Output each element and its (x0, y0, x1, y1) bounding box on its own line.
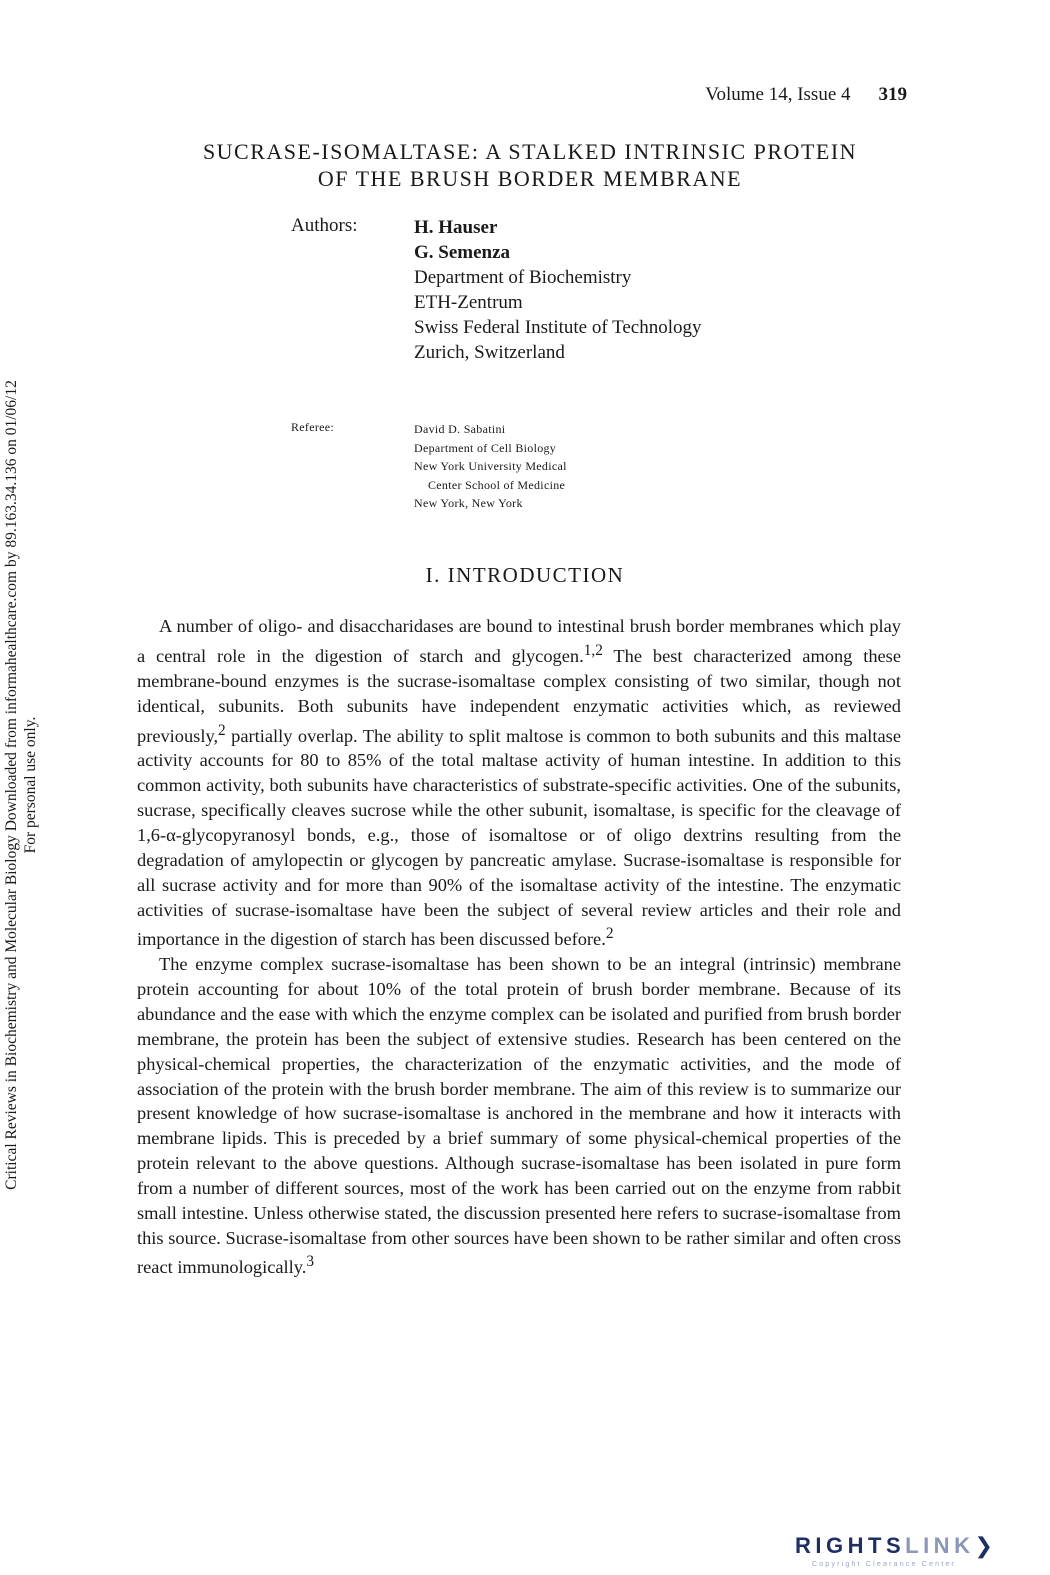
paragraph (137, 952, 901, 1280)
text-run: A number of oligo- and disaccharidases are bound to intestinal brush border membranes which play a central role in the digestion of starch and glycogen. (137, 616, 901, 666)
referee-affiliation-line: New York University Medical (414, 459, 567, 473)
citation-ref: 2 (605, 925, 614, 943)
referee-name: David D. Sabatini (414, 422, 506, 436)
title-line-1: SUCRASE-ISOMALTASE: A STALKED INTRINSIC PROTEIN (202, 139, 858, 164)
authors-block (414, 215, 702, 365)
paragraph (137, 614, 901, 952)
referee-affiliation-line: Department of Cell Biology (414, 440, 557, 455)
body-text (137, 614, 901, 1280)
rightslink-subtitle: Copyright Clearance Center (812, 1561, 956, 1568)
author-affiliation-line: Department of Biochemistry (414, 267, 632, 288)
journal-info: Volume 14, Issue 4 (705, 84, 851, 105)
text-run: partially overlap. The ability to split maltose is common to both subunits and this maltase activity accounts for 80 to 85% of the total maltase activity of human intestine. In addition to this common activity, both subunits have characteristics of substrate-specific activities. One of the subunits, sucrase, specifically cleaves sucrose while the other subunit, isomaltase, is specific for the cleavage of 1,6-α-glycopyranosyl bonds, e.g., those of isomaltose or of oligo dextrins resulting from the degradation of amylopectin or glycogen by pancreatic amylase. Sucrase-isomaltase is responsible for all sucrase activity and for more than 90% of the isomaltase activity of the intestine. The enzymatic activities of sucrase-isomaltase have been the subject of several review articles and their role and importance in the digestion of starch has been discussed before. (137, 725, 901, 950)
page-number: 319 (878, 84, 907, 105)
logo-text: LINK (905, 1533, 975, 1558)
author-affiliation-line: ETH-Zentrum (414, 292, 523, 313)
citation-ref: 3 (306, 1253, 315, 1271)
download-notice (2, 350, 48, 1220)
title-line-2: OF THE BRUSH BORDER MEMBRANE (317, 166, 743, 191)
author-affiliation-line: Swiss Federal Institute of Technology (414, 317, 702, 338)
referee-label: Referee: (291, 420, 335, 434)
referee-affiliation-line: Center School of Medicine (428, 477, 566, 492)
download-notice-line: Critical Reviews in Biochemistry and Molecular Biology Downloaded from informahealthcare.com by 89.163.34.136 on 01/06/12 (3, 380, 20, 1190)
text-run: The best characterized among these membrane-bound enzymes is the sucrase-isomaltase complex consisting of two similar, though not identical, subunits. Both subunits have independent enzymatic activities which, as reviewed previously, (137, 645, 901, 746)
author-name: H. Hauser (414, 217, 498, 238)
text-run: The enzyme complex sucrase-isomaltase has been shown to be an integral (intrinsic) membrane protein accounting for about 10% of the total protein of brush border membrane. Because of its abundance and the ease with which the enzyme complex can be isolated and purified from brush border membrane, the protein has been the subject of extensive studies. Research has been centered on the physical-chemical properties, the characterization of the enzymatic activities, and the mode of association of the protein with the brush border membrane. The aim of this review is to summarize our present knowledge of how sucrase-isomaltase is anchored in the membrane and how it interacts with membrane lipids. This is preceded by a brief summary of some physical-chemical properties of the protein relevant to the above questions. Although sucrase-isomaltase has been isolated in pure form from a number of different sources, most of the work has been carried out on the enzyme from rabbit small intestine. Unless otherwise stated, the discussion presented here refers to sucrase-isomaltase from this source. Sucrase-isomaltase from other sources have been shown to be rather similar and often cross react immunologically. (137, 954, 901, 1278)
referee-affiliation-line: New York, New York (414, 496, 523, 510)
authors-label: Authors: (291, 215, 358, 236)
logo-text: RIGHTS (795, 1533, 906, 1558)
download-notice-line: For personal use only. (22, 716, 39, 854)
rightslink-logo (795, 1533, 993, 1559)
author-name: G. Semenza (414, 242, 511, 263)
citation-ref: 1,2 (583, 641, 603, 659)
referee-block (414, 420, 567, 513)
section-heading: I. INTRODUCTION (425, 563, 625, 587)
citation-ref: 2 (218, 721, 226, 739)
author-affiliation-line: Zurich, Switzerland (414, 342, 565, 363)
chevron-right-icon: ❯ (974, 1533, 993, 1558)
article-title (130, 138, 930, 192)
running-header (705, 84, 907, 106)
